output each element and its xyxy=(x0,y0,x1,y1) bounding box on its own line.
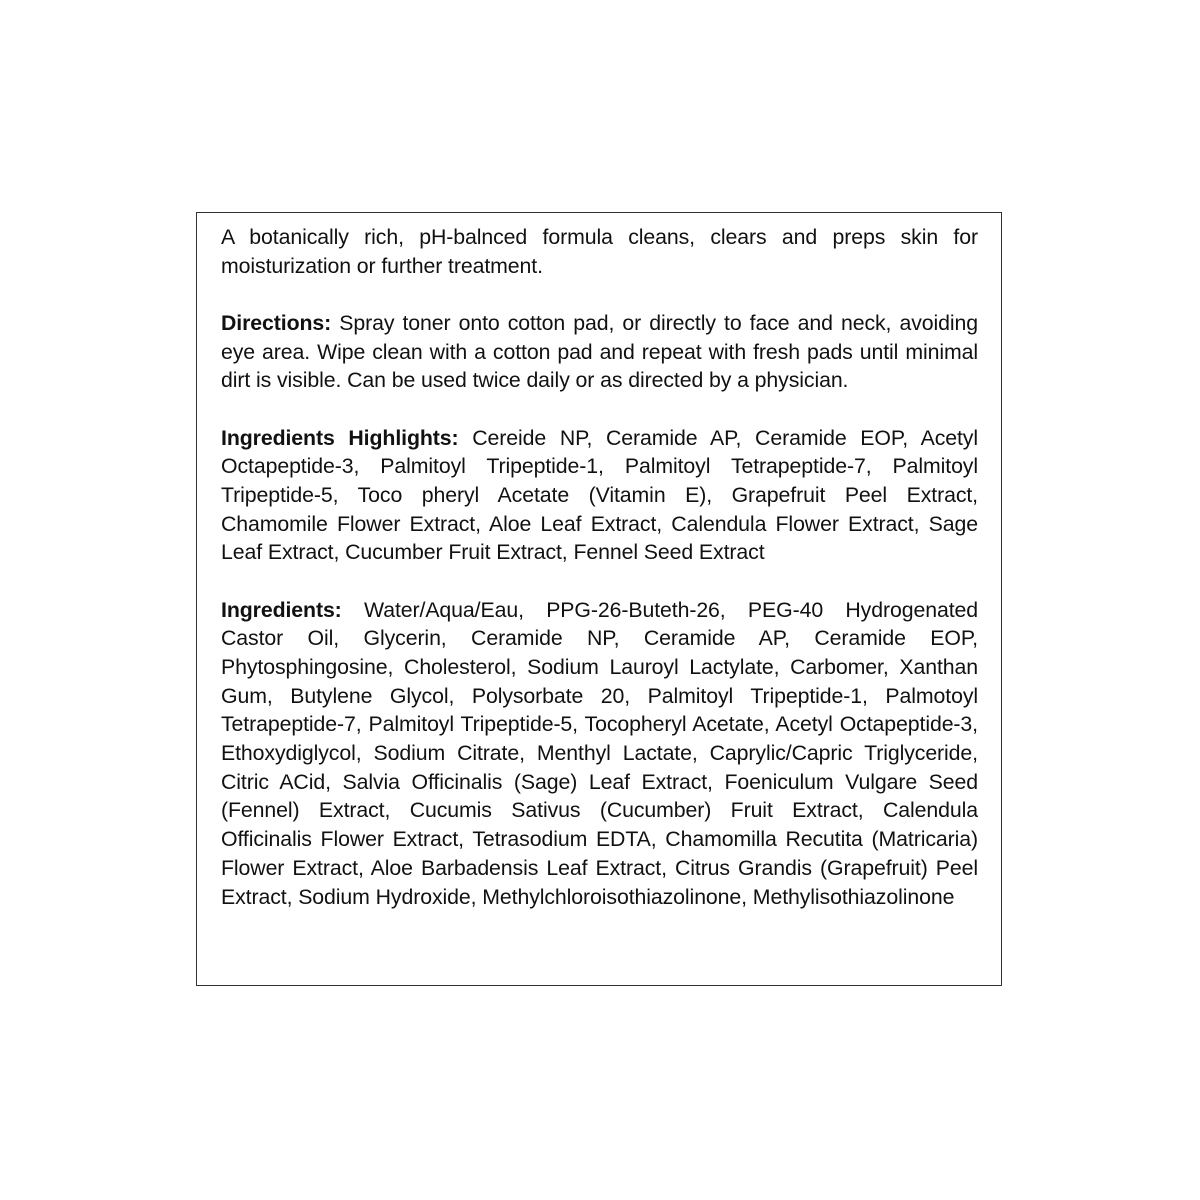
ingredients-section xyxy=(221,596,978,912)
directions-text: Spray toner onto cotton pad, or directly to face and neck, avoiding eye area. Wipe clean with a cotton pad and repeat with fresh pads until minimal dirt is visible. Can be used twice daily or as directed by a physician. xyxy=(221,310,978,393)
highlights-section xyxy=(221,424,978,568)
directions-label: Directions: xyxy=(221,310,332,335)
highlights-text: Cereide NP, Ceramide AP, Ceramide EOP, Acetyl Octapeptide-3, Palmitoyl Tripeptide-1, Palmitoyl Tetrapeptide-7, Palmitoyl Tripeptide-5, Toco pheryl Acetate (Vitamin E), Grapefruit Peel Extract, Chamomile Flower Extract, Aloe Leaf Extract, Calendula Flower Extract, Sage Leaf Extract, Cucumber Fruit Extract, Fennel Seed Extract xyxy=(221,425,978,565)
ingredients-label: Ingredients: xyxy=(221,597,342,622)
highlights-label: Ingredients Highlights: xyxy=(221,425,459,450)
ingredients-text: Water/Aqua/Eau, PPG-26-Buteth-26, PEG-40 Hydrogenated Castor Oil, Glycerin, Ceramide NP, Ceramide AP, Ceramide EOP, Phytosphingosine, Cholesterol, Sodium Lauroyl Lactylate, Carbomer, Xanthan Gum, Butylene Glycol, Polysorbate 20, Palmitoyl Tripeptide-1, Palmotoyl Tetrapeptide-7, Palmitoyl Tripeptide-5, Tocopheryl Acetate, Acetyl Octapeptide-3, Ethoxydiglycol, Sodium Citrate, Menthyl Lactate, Caprylic/Capric Triglyceride, Citric ACid, Salvia Officinalis (Sage) Leaf Extract, Foeniculum Vulgare Seed (Fennel) Extract, Cucumis Sativus (Cucumber) Fruit Extract, Calendula Officinalis Flower Extract, Tetrasodium EDTA, Chamomilla Recutita (Matricaria) Flower Extract, Aloe Barbadensis Leaf Extract, Citrus Grandis (Grapefruit) Peel Extract, Sodium Hydroxide, Methylchloroisothiazolinone, Methylisothiazolinone xyxy=(221,597,978,909)
directions-section xyxy=(221,309,978,395)
intro-text: A botanically rich, pH-balnced formula cleans, clears and preps skin for moisturization or further treatment. xyxy=(221,225,978,278)
product-info-panel xyxy=(196,212,1002,986)
